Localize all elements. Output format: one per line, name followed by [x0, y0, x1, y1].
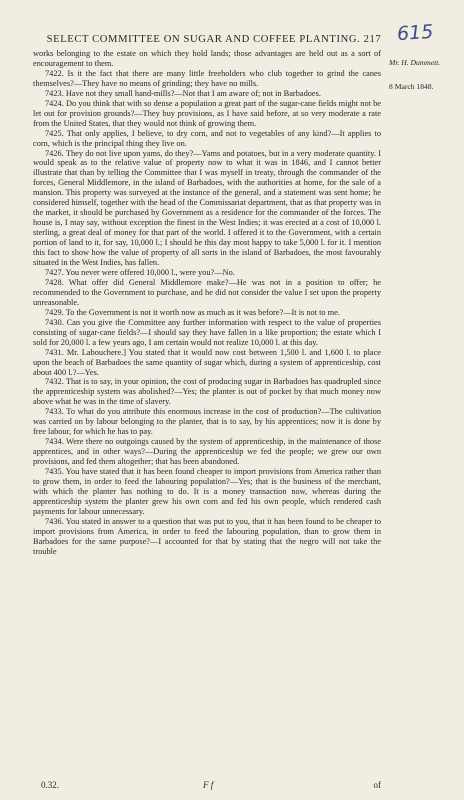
paragraph: 7433. To what do you attribute this enormous increase in the cost of production?—The cultivation was carried on by labour belonging to the planter, that is to say, by his apprentices; now it is done by free labour, for which he has to pay. [33, 407, 381, 437]
margin-witness-name: Mr. H. Dummett. [389, 58, 441, 67]
running-header [34, 34, 394, 45]
paragraph: 7427. You never were offered 10,000 l., were you?—No. [45, 267, 235, 277]
paragraph: 7436. You stated in answer to a question that was put to you, that it has been found to be cheaper to import provisions from America, in order to feed the labouring population, than to grow them in Barbadoes for the same purpose?—I accounted for that by stating that the negro will not take the trouble [33, 516, 381, 556]
paragraph: 7423. Have not they small hand-mills?—Not that I am aware of; not in Barbadoes. [45, 88, 321, 98]
catchword: of [373, 780, 381, 790]
page-number: 217 [363, 34, 382, 45]
margin-date: 8 March 1848. [389, 82, 434, 91]
testimony-body [33, 49, 381, 557]
paragraph: 7429. To the Government is not it worth now as much as it was before?—It is not to me. [45, 307, 340, 317]
signature-mark: F f [203, 780, 214, 790]
paragraph: 7428. What offer did General Middlemore make?—He was not in a position to offer; he recommended to the Government to purchase, and he did not consider the value I set upon the property unreasonable. [33, 277, 381, 307]
paragraph: 7435. You have stated that it has been found cheaper to import provisions from America rather than to grow them, in order to feed the labouring population?—Yes; that is the business of the merchant, with which the planter has nothing to do. It is a money transaction now, whereas during the apprenticeship system the planter grew his own corn and fed his own people, which rendered cash payments for labour unnecessary. [33, 467, 381, 516]
paragraph: 7426. They do not live upon yams, do they?—Yams and potatoes, but in a very moderate quantity. I would speak as to the relative value of property now to what it was in 1846, and I cannot better illustrate that than by telling the Committee that I was myself in treaty, through the commander of the forces, General Middlemore, in the island of Barbadoes, with the authorities at home, for the sale of a mansion. This property was surveyed at the instance of the general, and a statement was sent home; he considered himself, together with the head of the Commissariat department, that as that property was in the market, it should be purchased by Government as a residence for the commander of the forces. The house is, I may say, without exception the finest in the West Indies; it was erected at a cost of 10,000 l. sterling, a great deal of money for that part of the world. I offered it to the Government, with a certain portion of land to it, for say, 10,000 l.; I should be this day most happy to take 5,000 l. for it. I mention this fact to show how the value of property of all sorts in the island of Barbadoes, the most favourably situated in the West Indies, has fallen. [33, 148, 381, 268]
paragraph: works belonging to the estate on which they hold lands; those advantages are held out as a sort of encouragement to them. [33, 49, 381, 68]
handwritten-folio-number: 615 [396, 20, 434, 46]
paragraph: 7422. Is it the fact that there are many little freeholders who club together to grind the canes themselves?—They have no means of grinding; they have no mills. [33, 68, 381, 88]
running-title: SELECT COMMITTEE ON SUGAR AND COFFEE PLANTING. [46, 34, 361, 45]
page-footer [33, 780, 381, 792]
paragraph: 7431. Mr. Labouchere.] You stated that it would now cost between 1,500 l. and 1,600 l. to place upon the beach of Barbadoes the same quantity of sugar which, during a system of apprenticeship, cost about 400 l.?—Yes. [33, 347, 381, 377]
footer-code: 0.32. [41, 780, 59, 790]
paragraph: 7434. Were there no outgoings caused by the system of apprenticeship, in the maintenance of those apprentices, and in other ways?—During the apprenticeship we fed the people; we grew our own provisions, and fed them altogether; that has been abandoned. [33, 437, 381, 467]
paragraph: 7424. Do you think that with so dense a population a great part of the sugar-cane fields might not be let out for provision grounds?—They buy provisions, as I have said before, at so very moderate a rate from the United States, that they would not think of growing them. [33, 98, 381, 128]
paragraph: 7430. Can you give the Committee any further information with respect to the value of properties consisting of sugar-cane fields?—I should say they have fallen in a like proportion; the estate which I sold for 20,000 l. a few years ago, I am certain would not realize 10,000 l. at this day. [33, 317, 381, 347]
paragraph: 7425. That only applies, I believe, to dry corn, and not to vegetables of any kind?—It applies to corn, which is the principal thing they live on. [33, 128, 381, 148]
paragraph: 7432. That is to say, in your opinion, the cost of producing sugar in Barbadoes has quadrupled since the apprenticeship system was abolished?—Yes; the planter is out of pocket by that much money now above what he was in the time of slavery. [33, 377, 381, 407]
